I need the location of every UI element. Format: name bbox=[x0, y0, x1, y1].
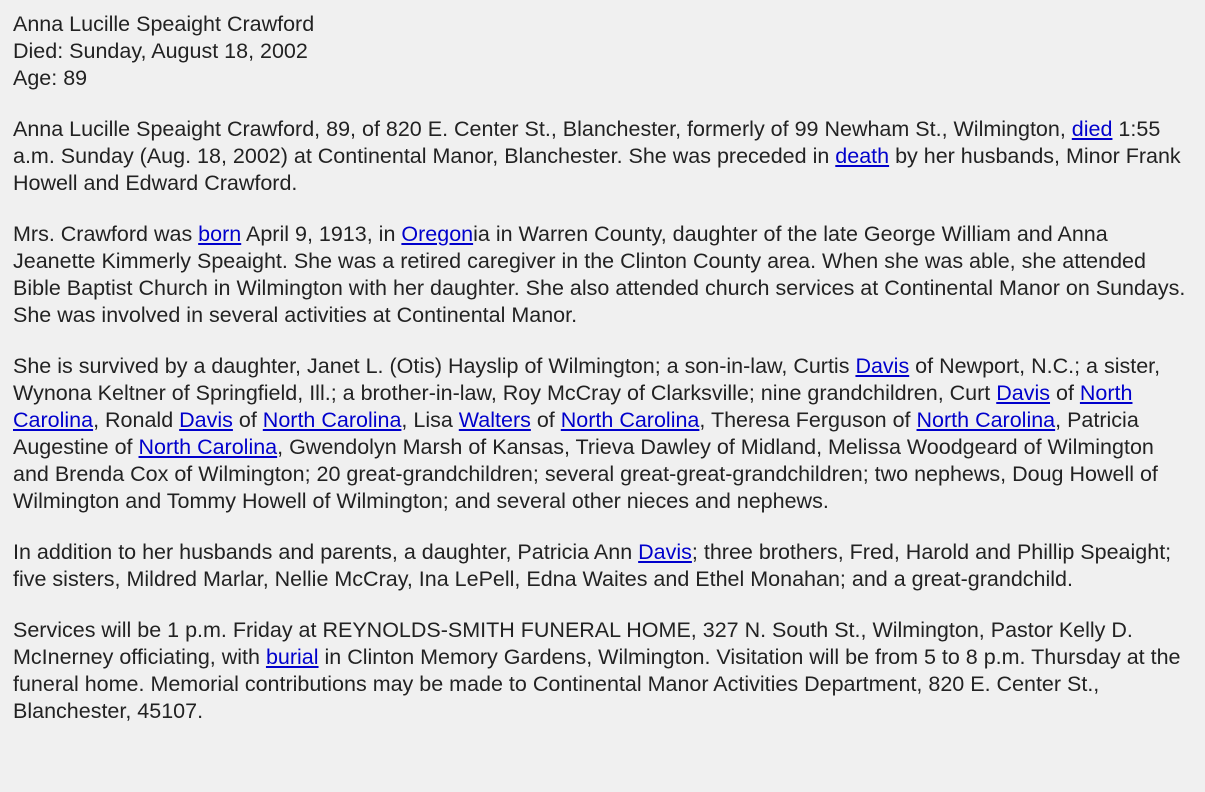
text: Mrs. Crawford was bbox=[13, 222, 199, 246]
text: in Clinton Memory Gardens, Wilmington. Visitation will be from 5 to 8 p.m. Thursday at the funeral home. Memorial contributions may be made to Continental Manor Activities Department, 820 E. Center St., Blanchester, 45107. bbox=[13, 645, 1181, 723]
link-north-carolina[interactable]: North Carolina bbox=[262, 408, 402, 432]
text: of bbox=[1050, 381, 1080, 405]
deceased-name: Anna Lucille Speaight Crawford bbox=[13, 12, 315, 36]
link-davis[interactable]: Davis bbox=[855, 354, 910, 378]
link-davis[interactable]: Davis bbox=[996, 381, 1051, 405]
obituary-page bbox=[13, 11, 1193, 725]
link-davis[interactable]: Davis bbox=[638, 540, 692, 564]
paragraph-biography bbox=[13, 221, 1193, 329]
text: 1:55 a.m. Sunday (Aug. 18, 2002) at Continental Manor, Blanchester. She was preceded in bbox=[13, 117, 1161, 168]
text: Anna Lucille Speaight Crawford, 89, of 820 E. Center St., Blanchester, formerly of 99 Newham St., Wilmington, bbox=[13, 117, 1072, 141]
link-north-carolina[interactable]: North Carolina bbox=[916, 408, 1056, 432]
text: , Ronald bbox=[93, 408, 180, 432]
text: of Newport, N.C.; a sister, Wynona Keltner of Springfield, Ill.; a brother-in-law, Roy McCray of Clarksville; nine grandchildren, Curt bbox=[13, 354, 1161, 405]
text: by her husbands, Minor Frank Howell and Edward Crawford. bbox=[13, 144, 1181, 195]
paragraph-death-notice bbox=[13, 116, 1193, 197]
paragraph-survivors bbox=[13, 353, 1193, 515]
text: of bbox=[232, 408, 263, 432]
paragraph-services bbox=[13, 617, 1193, 725]
text: April 9, 1913, in bbox=[241, 222, 402, 246]
text: , Gwendolyn Marsh of Kansas, Trieva Dawley of Midland, Melissa Woodgeard of Wilmington and Brenda Cox of Wilmington; 20 great-grandchildren; several great-great-grandchildren; two nephews, Doug Howell of Wilmington and Tommy Howell of Wilmington; and several other nieces and nephews. bbox=[13, 435, 1158, 513]
link-davis[interactable]: Davis bbox=[179, 408, 233, 432]
link-walters[interactable]: Walters bbox=[458, 408, 531, 432]
link-burial[interactable]: burial bbox=[265, 645, 319, 669]
text: She is survived by a daughter, Janet L. (Otis) Hayslip of Wilmington; a son-in-law, Curtis bbox=[13, 354, 856, 378]
text: ia in Warren County, daughter of the late George William and Anna Jeanette Kimmerly Speaight. She was a retired caregiver in the Clinton County area. When she was able, she attended Bible Baptist Church in Wilmington with her daughter. She also attended church services at Continental Manor on Sundays. She was involved in several activities at Continental Manor. bbox=[13, 222, 1186, 327]
link-death[interactable]: death bbox=[835, 144, 890, 168]
obituary-header bbox=[13, 11, 1193, 92]
text: , Patricia Augestine of bbox=[13, 408, 1139, 459]
link-died[interactable]: died bbox=[1071, 117, 1113, 141]
text: Services will be 1 p.m. Friday at REYNOLDS-SMITH FUNERAL HOME, 327 N. South St., Wilmington, Pastor Kelly D. McInerney officiating, with bbox=[13, 618, 1133, 669]
date-of-death: Died: Sunday, August 18, 2002 bbox=[13, 39, 308, 63]
paragraph-predeceased bbox=[13, 539, 1193, 593]
age: Age: 89 bbox=[13, 66, 88, 90]
link-north-carolina[interactable]: North Carolina bbox=[13, 381, 1133, 432]
text: , Theresa Ferguson of bbox=[699, 408, 917, 432]
text: In addition to her husbands and parents, a daughter, Patricia Ann bbox=[13, 540, 639, 564]
text: ; three brothers, Fred, Harold and Phillip Speaight; five sisters, Mildred Marlar, Nellie McCray, Ina LePell, Edna Waites and Ethel Monahan; and a great-grandchild. bbox=[13, 540, 1172, 591]
link-born[interactable]: born bbox=[198, 222, 242, 246]
text: of bbox=[530, 408, 561, 432]
link-north-carolina[interactable]: North Carolina bbox=[560, 408, 700, 432]
text: , Lisa bbox=[401, 408, 459, 432]
link-oregon[interactable]: Oregon bbox=[401, 222, 474, 246]
link-north-carolina[interactable]: North Carolina bbox=[138, 435, 278, 459]
